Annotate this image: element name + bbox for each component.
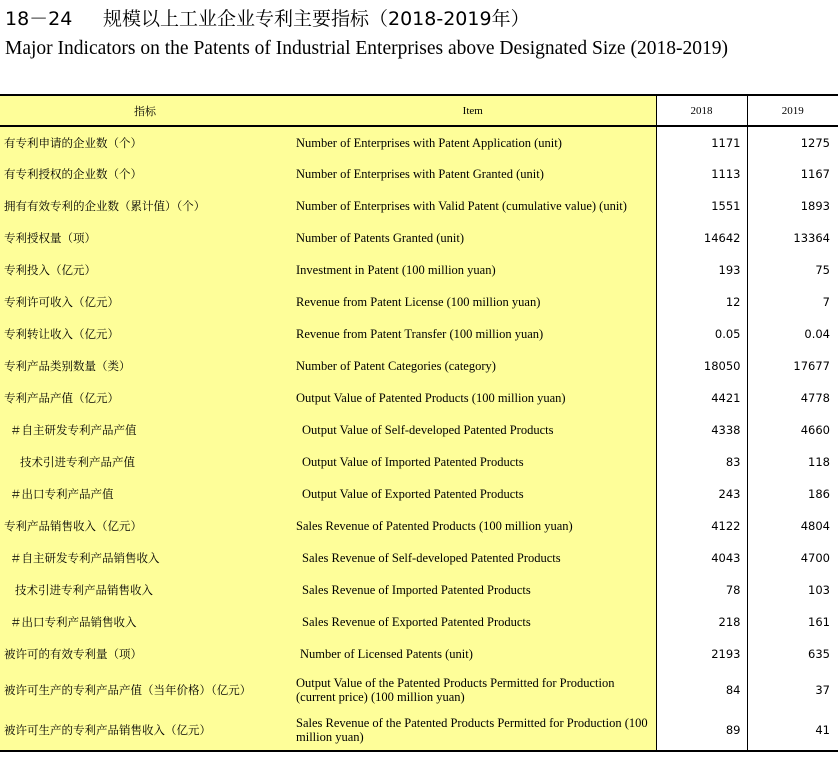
value-2018: 1551 [656,190,747,222]
row-label-en: Number of Patents Granted (unit) [290,222,656,254]
row-label-cn: ＃出口专利产品销售收入 [0,606,290,638]
value-2018: 83 [656,446,747,478]
table-row [0,446,838,478]
value-2019: 13364 [793,231,830,245]
row-label-cn: 被许可生产的专利产品销售收入（亿元） [0,711,290,752]
value-2019: 1893 [800,199,830,213]
value-2019: 1167 [800,167,830,181]
row-label-cn: ＃出口专利产品产值 [0,478,290,510]
value-2018: 1171 [656,126,747,158]
row-label-en: Number of Enterprises with Patent Application (unit) [290,126,656,158]
value-2018: 4338 [656,414,747,446]
row-label-cn: ＃自主研发专利产品产值 [0,414,290,446]
table-title-cn-text: 规模以上工业企业专利主要指标（2018-2019年） [103,8,530,30]
row-label-en: Output Value of Patented Products (100 million yuan) [290,382,656,414]
row-label-en: Output Value of Self-developed Patented Products [290,414,656,446]
table-title-en: Major Indicators on the Patents of Industrial Enterprises above Designated Size (2018-2019) [5,38,728,59]
row-label-en: Sales Revenue of Patented Products (100 million yuan) [290,510,656,542]
value-2018: 78 [656,574,747,606]
table-row [0,158,838,190]
row-label-en: Output Value of Exported Patented Products [290,478,656,510]
header-indicator: 指标 [0,95,290,126]
row-label-en: Sales Revenue of Imported Patented Products [290,574,656,606]
value-2019: 161 [808,615,830,629]
row-label-cn: 有专利申请的企业数（个） [0,126,290,158]
value-2019: 4700 [800,551,830,565]
value-2018: 1113 [656,158,747,190]
row-label-cn: 专利产品类别数量（类） [0,350,290,382]
row-label-cn: 专利产品产值（亿元） [0,382,290,414]
value-2019: 103 [808,583,830,597]
row-label-en: Output Value of Imported Patented Products [290,446,656,478]
value-2018: 2193 [656,638,747,670]
table-row [0,286,838,318]
value-2018: 18050 [656,350,747,382]
row-label-en: Investment in Patent (100 million yuan) [290,254,656,286]
value-2019: 635 [808,647,830,661]
row-label-en: Number of Patent Categories (category) [290,350,656,382]
header-item: Item [290,95,656,126]
table-row [0,574,838,606]
header-year-2018: 2018 [656,95,747,126]
patent-indicators-table [0,94,840,752]
row-label-en: Output Value of the Patented Products Permitted for Production (current price) (100 million yuan) [290,670,656,711]
value-2018: 193 [656,254,747,286]
value-2018: 4122 [656,510,747,542]
table-row [0,670,838,711]
value-2019: 4778 [800,391,830,405]
value-2019: 0.04 [804,327,830,341]
value-2018: 243 [656,478,747,510]
row-label-cn: 专利许可收入（亿元） [0,286,290,318]
table-row [0,222,838,254]
value-2019: 75 [815,263,830,277]
value-2019: 17677 [793,359,830,373]
table-row [0,478,838,510]
value-2019: 118 [808,455,830,469]
row-label-cn: 技术引进专利产品销售收入 [0,574,290,606]
value-2018: 0.05 [656,318,747,350]
table-number: 18－24 [5,8,73,30]
value-2019: 41 [747,711,838,752]
value-2018: 4043 [656,542,747,574]
value-2019: 1275 [800,135,830,150]
table-row [0,638,838,670]
row-label-en: Number of Enterprises with Valid Patent (cumulative value) (unit) [290,190,656,222]
table-row [0,350,838,382]
row-label-cn: 专利转让收入（亿元） [0,318,290,350]
table-row [0,711,838,752]
row-label-cn: 专利产品销售收入（亿元） [0,510,290,542]
table-row [0,126,838,158]
table-row [0,510,838,542]
table-row [0,382,838,414]
value-2019: 4804 [800,519,830,533]
value-2018: 12 [656,286,747,318]
table-row [0,542,838,574]
table-row [0,414,838,446]
value-2019: 4660 [800,423,830,437]
table-row [0,190,838,222]
table-title-cn [5,5,530,33]
value-2018: 84 [656,670,747,711]
row-label-cn: 专利授权量（项） [0,222,290,254]
row-label-en: Sales Revenue of Self-developed Patented Products [290,542,656,574]
value-2018: 218 [656,606,747,638]
row-label-en: Sales Revenue of the Patented Products Permitted for Production (100 million yuan) [290,711,656,752]
table-row [0,606,838,638]
header-row [0,95,838,126]
row-label-cn: 拥有有效专利的企业数（累计值）（个） [0,190,290,222]
row-label-en: Sales Revenue of Exported Patented Products [290,606,656,638]
value-2019: 186 [808,487,830,501]
value-2018: 4421 [656,382,747,414]
table-row [0,318,838,350]
row-label-cn: 被许可的有效专利量（项） [0,638,290,670]
row-label-en: Revenue from Patent License (100 million yuan) [290,286,656,318]
value-2018: 14642 [656,222,747,254]
row-label-cn: 被许可生产的专利产品产值（当年价格）（亿元） [0,670,290,711]
value-2018: 89 [656,711,747,752]
row-label-cn: 专利投入（亿元） [0,254,290,286]
value-2019: 7 [822,295,830,309]
table-row [0,254,838,286]
value-2019: 37 [815,683,830,698]
row-label-cn: ＃自主研发专利产品销售收入 [0,542,290,574]
row-label-en: Number of Enterprises with Patent Granted (unit) [290,158,656,190]
header-year-2019: 2019 [747,95,838,126]
row-label-en: Revenue from Patent Transfer (100 million yuan) [290,318,656,350]
row-label-cn: 技术引进专利产品产值 [0,446,290,478]
row-label-cn: 有专利授权的企业数（个） [0,158,290,190]
row-label-en: Number of Licensed Patents (unit) [290,638,656,670]
